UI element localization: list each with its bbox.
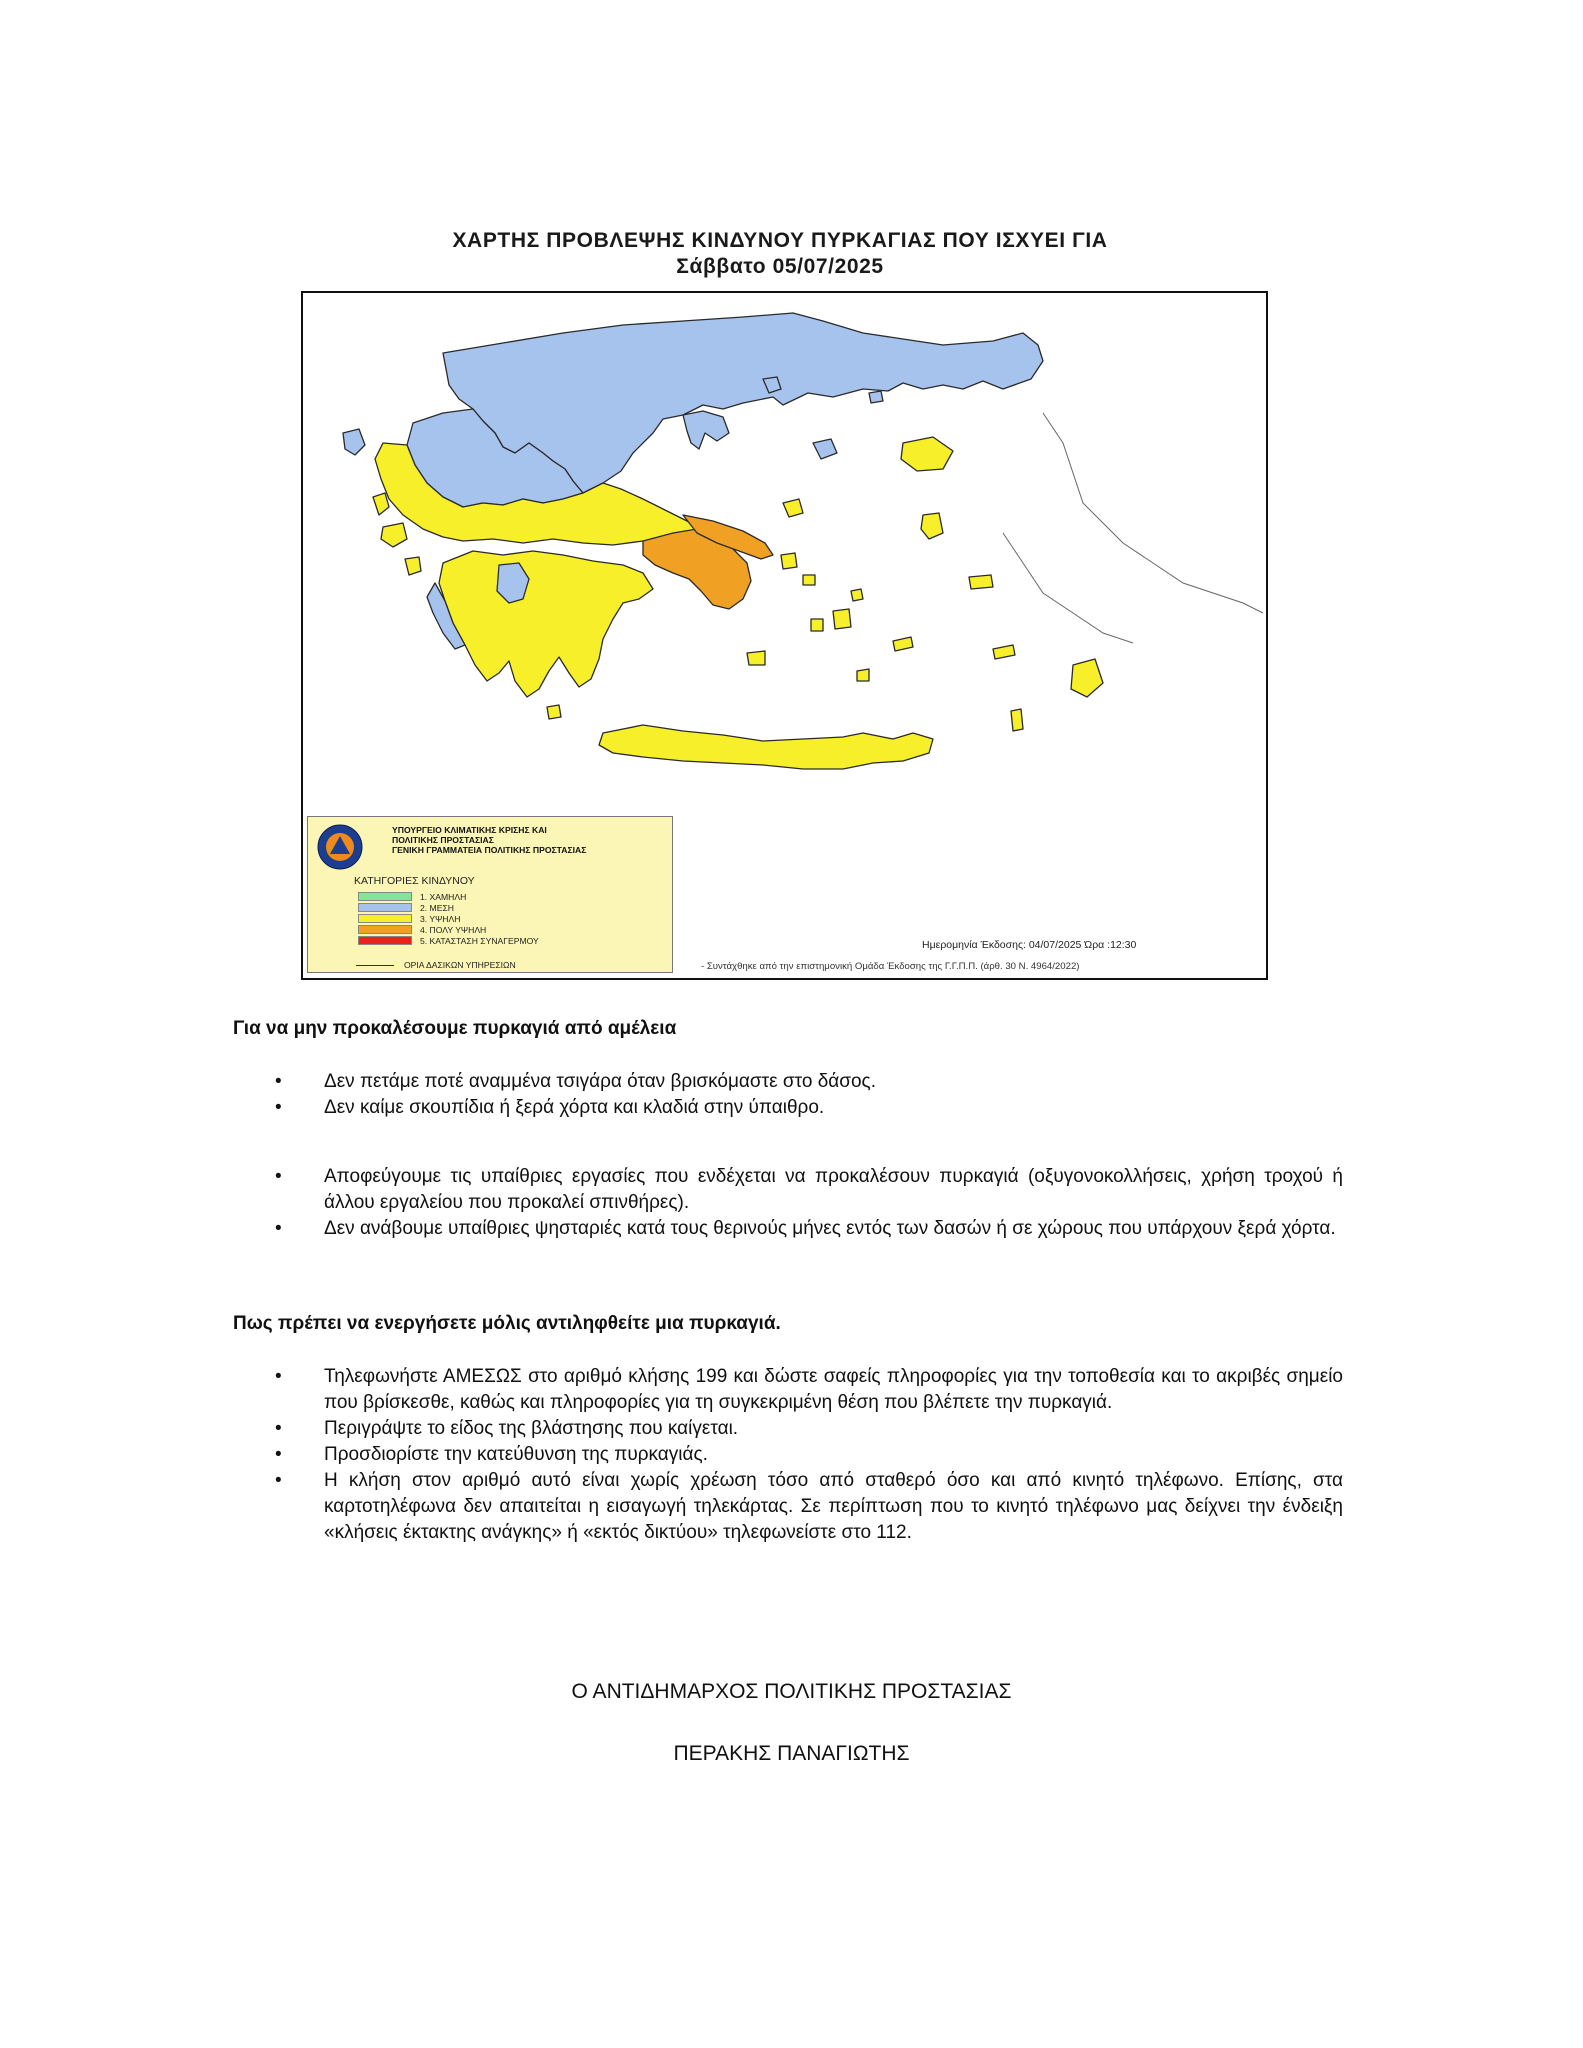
island-lefkada [373,493,389,515]
legend-swatch [358,914,412,923]
island-zakynthos [405,557,421,575]
bullet-icon: • [275,1218,282,1239]
ministry-name: ΥΠΟΥΡΓΕΙΟ ΚΛΙΜΑΤΙΚΗΣ ΚΡΙΣΗΣ ΚΑΙ ΠΟΛΙΤΙΚΗΣ ΠΡΟΣΤΑΣΙΑΣ ΓΕΝΙΚΗ ΓΡΑΜΜΑΤΕΙΑ ΠΟΛΙΤΙΚΗΣ ΠΡΟΣΤΑΣΙΑΣ [392,825,587,855]
bullet-icon: • [275,1097,282,1118]
island-samos [969,575,993,589]
island-amorgos [893,637,913,651]
legend-swatch [358,892,412,901]
island-rhodes [1071,659,1103,697]
bullet-icon: • [275,1418,282,1439]
list-item: • Δεν πετάμε ποτέ αναμμένα τσιγάρα όταν βρισκόμαστε στο δάσος. [275,1069,1343,1095]
island-kefalonia [381,523,407,547]
legend-item-alert: 5. ΚΑΤΑΣΤΑΣΗ ΣΥΝΑΓΕΡΜΟΥ [358,935,539,946]
island-samothraki [869,391,883,403]
section-heading-prevention: Για να μην προκαλέσουμε πυρκαγιά από αμέλεια [233,1018,677,1039]
map-legend [307,816,673,973]
bullet-icon: • [275,1166,282,1187]
island-corfu [343,429,365,455]
bullet-icon: • [275,1366,282,1387]
region-peloponnese [439,551,653,697]
island-kythira [547,705,561,719]
fire-risk-map [301,291,1268,980]
legend-item-medium: 2. ΜΕΣΗ [358,902,539,913]
island-chios [921,513,943,539]
island-lesvos [901,437,953,471]
legend-item-very-high: 4. ΠΟΛΥ ΥΨΗΛΗ [358,924,539,935]
island-tinos [803,575,815,585]
list-item: • Δεν καίμε σκουπίδια ή ξερά χόρτα και κλαδιά στην ύπαιθρο. [275,1095,1343,1121]
response-list [275,1364,1343,1546]
island-limnos [813,439,837,459]
bullet-icon: • [275,1444,282,1465]
island-kos [993,645,1015,659]
boundary-line-icon [356,965,394,966]
legend-forest-boundaries: ΟΡΙΑ ΔΑΣΙΚΩΝ ΥΠΗΡΕΣΙΩΝ [356,960,516,970]
prevention-list-a [275,1069,1343,1121]
island-mykonos [851,589,863,601]
civil-protection-logo-icon [316,823,364,871]
legend-title: ΚΑΤΗΓΟΡΙΕΣ ΚΙΝΔΥΝΟΥ [354,875,475,887]
list-item: • Περιγράψτε το είδος της βλάστησης που καίγεται. [275,1416,1343,1442]
bullet-icon: • [275,1470,282,1491]
issue-date: Ημερομηνία Έκδοσης: 04/07/2025 Ώρα :12:30 [922,939,1137,951]
list-item: • Δεν ανάβουμε υπαίθριες ψησταριές κατά τους θερινούς μήνες εντός των δασών ή σε χώρους που υπάρχουν ξερά χόρτα. [275,1216,1343,1242]
island-karpathos [1011,709,1023,731]
legend-swatch [358,936,412,945]
map-credit: - Συντάχθηκε από την επιστημονική Ομάδα Έκδοσης της Γ.Γ.Π.Π. (άρθ. 30 Ν. 4964/2022) [701,961,1080,972]
island-naxos [833,609,851,629]
island-santorini [857,669,869,681]
map-title: ΧΑΡΤΗΣ ΠΡΟΒΛΕΨΗΣ ΚΙΝΔΥΝΟΥ ΠΥΡΚΑΓΙΑΣ ΠΟΥ ΙΣΧΥΕΙ ΓΙΑ [452,229,1108,252]
legend-swatch [358,925,412,934]
bullet-icon: • [275,1071,282,1092]
legend-item-low: 1. ΧΑΜΗΛΗ [358,891,539,902]
legend-swatch [358,903,412,912]
island-andros [781,553,797,569]
prevention-list-b [275,1164,1343,1242]
list-item: • Τηλεφωνήστε ΑΜΕΣΩΣ στο αριθμό κλήσης 199 και δώστε σαφείς πληροφορίες για την τοποθεσία και το ακριβές σημείο που βρίσκεσθε, καθώς και πληροφορίες για τη συγκεκριμένη θέση που βλέπετε την πυρκαγιά. [275,1366,1343,1413]
island-milos [747,651,765,665]
list-item: • Η κλήση στον αριθμό αυτό είναι χωρίς χρέωση τόσο από σταθερό όσο και από κινητό τηλέφωνο. Επίσης, στα καρτοτηλέφωνα δεν απαιτείται η εισαγωγή τηλεκάρτας. Σε περίπτωση που το κινητό τηλέφωνο μας δείχνει την ένδειξη «κλήσεις έκτακτης ανάγκης» ή «εκτός δικτύου» τηλεφωνείστε στο 112. [275,1470,1343,1543]
island-crete [599,725,933,769]
island-skyros [783,499,803,517]
list-item: • Αποφεύγουμε τις υπαίθριες εργασίες που ενδέχεται να προκαλέσουν πυρκαγιά (οξυγονοκολλήσεις, χρήση τροχού ή άλλου εργαλείου που προκαλεί σπινθήρες). [275,1166,1343,1213]
legend-item-high: 3. ΥΨΗΛΗ [358,913,539,924]
signature-title: Ο ΑΝΤΙΔΗΜΑΡΧΟΣ ΠΟΛΙΤΙΚΗΣ ΠΡΟΣΤΑΣΙΑΣ [571,1680,1012,1703]
region-chalkidiki [683,411,729,449]
list-item: • Προσδιορίστε την κατεύθυνση της πυρκαγιάς. [275,1442,1343,1468]
turkey-coast-2 [1003,533,1133,643]
island-paros [811,619,823,631]
turkey-coast [1043,413,1263,613]
section-heading-response: Πως πρέπει να ενεργήσετε μόλις αντιληφθείτε μια πυρκαγιά. [233,1313,781,1334]
map-date: Σάββατο 05/07/2025 [676,255,884,278]
signature-name: ΠΕΡΑΚΗΣ ΠΑΝΑΓΙΩΤΗΣ [673,1742,910,1765]
legend-items [358,891,539,946]
